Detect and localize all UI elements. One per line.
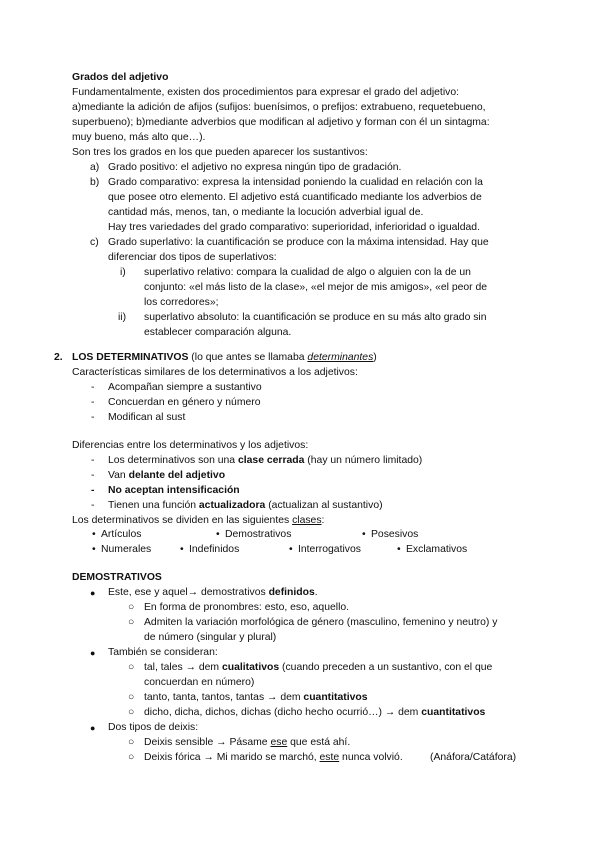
item-text: nunca volvió. (339, 752, 403, 763)
list-marker: - (91, 397, 95, 408)
bullet: • (397, 544, 401, 555)
bullet: • (289, 544, 293, 555)
class-item: Indefinidos (189, 544, 240, 555)
list-item (108, 454, 422, 469)
item-bold-text: clase cerrada (237, 455, 305, 466)
list-item: Concuerdan en género y número (108, 397, 261, 408)
paragraph-line: Fundamentalmente, existen dos procedimientos para expresar el grado del adjetivo: (72, 87, 459, 98)
item-text: Van (108, 470, 129, 481)
list-item: Dos tipos de deixis: (108, 722, 199, 733)
list-item-line: Hay tres variedades del grado comparativo: superioridad, inferioridad o igualdad. (108, 222, 480, 233)
item-text: que está ahí. (287, 737, 351, 748)
class-item: Posesivos (371, 529, 419, 540)
list-item-line: cantidad más, menos, tan, o mediante la locución adverbial igual de. (108, 207, 424, 218)
bullet: • (92, 544, 96, 555)
class-item: Demostrativos (225, 529, 292, 540)
list-marker: - (91, 382, 95, 393)
list-marker: a) (90, 162, 100, 173)
sub-bullet: ○ (128, 602, 135, 613)
list-marker: - (91, 470, 95, 481)
item-bold-text: actualizadora (198, 500, 266, 511)
list-marker: - (91, 485, 95, 496)
sub-bullet: ○ (128, 737, 135, 748)
list-item: También se consideran: (108, 647, 218, 658)
class-item: Numerales (101, 544, 152, 555)
item-text: Deixis sensible → Pásame (144, 737, 271, 748)
list-marker: ii) (118, 312, 127, 323)
bullet: ● (90, 648, 96, 658)
bullet: • (180, 544, 184, 555)
list-item: Modifican al sust (108, 412, 186, 423)
sub-list-item (144, 736, 350, 751)
paragraph-line: Características similares de los determinativos a los adjetivos: (72, 367, 358, 378)
paragraph-line (72, 514, 324, 529)
item-text: Este, ese y aquel→ demostrativos (108, 587, 269, 598)
list-marker: i) (120, 267, 126, 278)
paragraph-line: muy bueno, más alto que…). (72, 132, 206, 143)
item-bold-text: cuantitativos (421, 707, 486, 718)
list-marker: c) (90, 237, 99, 248)
list-item-line: diferenciar dos tipos de superlativos: (108, 252, 277, 263)
heading-text: ) (373, 352, 377, 363)
note-text: (Anáfora/Catáfora) (430, 752, 517, 763)
bullet: • (92, 529, 96, 540)
sub-list-item-line: establecer comparación alguna. (144, 327, 292, 338)
item-text: . (314, 587, 318, 598)
list-item (108, 484, 240, 499)
section-heading: Grados del adjetivo (72, 72, 169, 83)
list-item: Acompañan siempre a sustantivo (108, 382, 262, 393)
sub-list-item (144, 751, 403, 766)
list-item: Grado superlativo: la cuantificación se produce con la máxima intensidad. Hay que (108, 237, 489, 248)
section-heading: DEMOSTRATIVOS (72, 572, 162, 583)
item-text: Deixis fórica → Mi marido se marchó, (144, 752, 320, 763)
item-text: Los determinativos son una (108, 455, 238, 466)
list-marker: - (91, 500, 95, 511)
list-item (108, 586, 318, 601)
line-text: Los determinativos se dividen en las siguientes (72, 515, 293, 526)
sub-bullet: ○ (128, 692, 135, 703)
bullet: ● (90, 588, 96, 598)
bullet: • (362, 529, 366, 540)
sub-list-item (144, 661, 492, 676)
list-item: Grado positivo: el adjetivo no expresa ningún tipo de gradación. (108, 162, 402, 173)
item-text: (hay un número limitado) (304, 455, 423, 466)
section-heading (72, 351, 377, 366)
sub-list-item-line: de número (singular y plural) (144, 632, 277, 643)
class-item: Exclamativos (406, 544, 468, 555)
class-item: Artículos (101, 529, 142, 540)
sub-list-item (144, 691, 368, 706)
item-text: dicho, dicha, dichos, dichas (dicho hecho ocurrió…) → dem (144, 707, 422, 718)
sub-list-item-line: los corredores»; (144, 297, 219, 308)
paragraph-line: Diferencias entre los determinativos y los adjetivos: (72, 440, 309, 451)
sub-bullet: ○ (128, 662, 135, 673)
sub-list-item: superlativo absoluto: la cuantificación se produce en su más alto grado sin (144, 312, 487, 323)
paragraph-line: Son tres los grados en los que pueden aparecer los sustantivos: (72, 147, 368, 158)
section-number: 2. (54, 352, 63, 363)
sub-list-item: En forma de pronombres: esto, eso, aquello. (144, 602, 350, 613)
item-bold-text: No aceptan intensificación (108, 485, 240, 496)
class-item: Interrogativos (298, 544, 361, 555)
section-title: LOS DETERMINATIVOS (72, 352, 189, 363)
list-item-line: que posee otro elemento. El adjetivo está cuantificado mediante los adverbios de (108, 192, 482, 203)
list-marker: - (91, 412, 95, 423)
item-text: tal, tales → dem (144, 662, 222, 673)
sub-list-item-line: conjunto: «el más listo de la clase», «el mejor de mis amigos», «el peor de (144, 282, 488, 293)
sub-list-item-line: concuerdan en número) (144, 677, 255, 688)
item-text: Tienen una función (108, 500, 199, 511)
sub-bullet: ○ (128, 617, 135, 628)
sub-bullet: ○ (128, 707, 135, 718)
line-text: : (321, 515, 325, 526)
item-text: tanto, tanta, tantos, tantas → dem (144, 692, 304, 703)
underlined-text: este (319, 752, 340, 763)
heading-text: (lo que antes se llamaba (188, 352, 308, 363)
sub-list-item: Admiten la variación morfológica de género (masculino, femenino y neutro) y (144, 617, 498, 628)
list-item (108, 499, 383, 514)
item-text: (cuando preceden a un sustantivo, con el que (279, 662, 493, 673)
item-bold-text: definidos (268, 587, 315, 598)
underlined-text: ese (270, 737, 288, 748)
paragraph-line: superbueno); b)mediante adverbios que modifican al adjetivo y forman con él un sintagma: (72, 117, 490, 128)
paragraph-line: a)mediante la adición de afijos (sufijos: buenísimos, o prefijos: extrabueno, requetebueno, (72, 102, 486, 113)
bullet: ● (90, 723, 96, 733)
item-bold-text: cuantitativos (303, 692, 368, 703)
heading-emphasis: determinantes (307, 352, 374, 363)
item-text: (actualizan al sustantivo) (265, 500, 383, 511)
sub-list-item: superlativo relativo: compara la cualidad de algo o alguien con la de un (144, 267, 471, 278)
list-marker: b) (90, 177, 100, 188)
list-item (108, 469, 225, 484)
sub-bullet: ○ (128, 752, 135, 763)
item-bold-text: cualitativos (221, 662, 280, 673)
list-marker: - (91, 455, 95, 466)
bullet: • (216, 529, 220, 540)
underlined-text: clases (292, 515, 322, 526)
item-bold-text: delante del adjetivo (128, 470, 226, 481)
list-item: Grado comparativo: expresa la intensidad poniendo la cualidad en relación con la (108, 177, 483, 188)
sub-list-item (144, 706, 485, 721)
